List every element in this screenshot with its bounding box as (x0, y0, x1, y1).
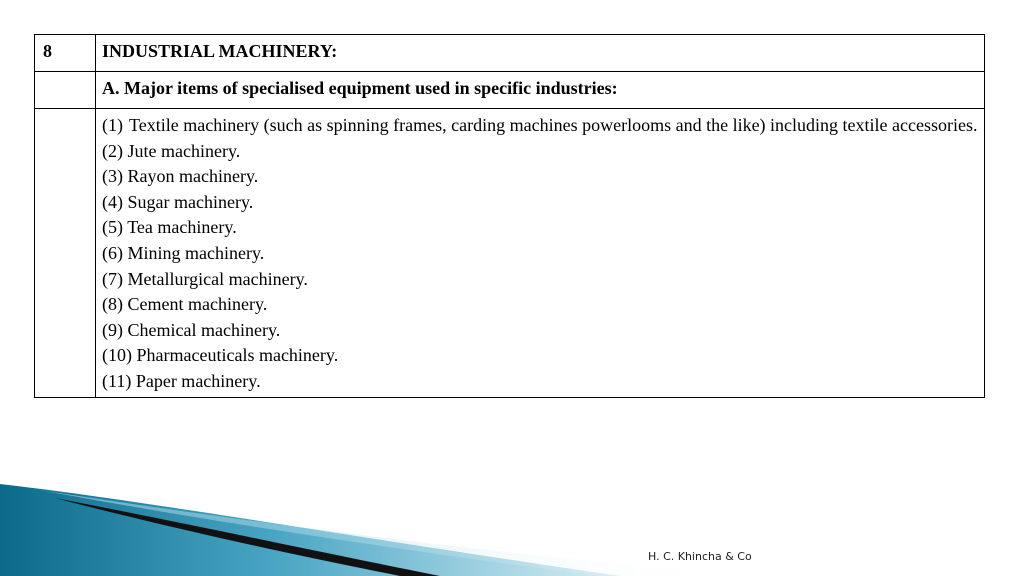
item-text: Rayon machinery. (127, 166, 259, 187)
list-item (102, 215, 978, 241)
empty-cell (35, 72, 96, 109)
list-item (102, 369, 978, 395)
item-text: Tea machinery. (127, 217, 237, 238)
item-number: (4) (102, 191, 123, 212)
item-number: (8) (102, 294, 123, 315)
list-item (102, 292, 978, 318)
item-number: (11) (102, 370, 132, 391)
footer-credit: H. C. Khincha & Co (648, 550, 752, 563)
list-item (102, 190, 978, 216)
subcategory-heading: A. Major items of specialised equipment used in specific industries: (96, 72, 985, 109)
list-item (102, 113, 978, 139)
depreciation-table (34, 34, 985, 398)
item-number: (1) (102, 115, 123, 135)
item-text: Sugar machinery. (127, 191, 254, 212)
item-text: Textile machinery (such as spinning frames, carding machines powerlooms and the like) including textile accessories. (129, 115, 978, 135)
item-number: (10) (102, 345, 132, 366)
item-text: Chemical machinery. (127, 319, 281, 340)
item-text: Mining machinery. (127, 242, 265, 263)
table-row (35, 109, 985, 398)
list-item (102, 267, 978, 293)
table-row (35, 72, 985, 109)
item-text: Pharmaceuticals machinery. (136, 345, 339, 366)
item-number: (7) (102, 268, 123, 289)
item-text: Paper machinery. (135, 370, 261, 391)
item-number: (5) (102, 217, 123, 238)
machinery-list (96, 109, 985, 398)
category-heading: INDUSTRIAL MACHINERY: (96, 35, 985, 72)
item-number: (6) (102, 242, 123, 263)
list-item (102, 164, 978, 190)
item-text: Cement machinery. (127, 294, 268, 315)
item-number: (2) (102, 140, 123, 161)
serial-number-cell: 8 (35, 35, 96, 72)
item-number: (3) (102, 166, 123, 187)
list-item (102, 318, 978, 344)
list-item (102, 139, 978, 165)
empty-cell (35, 109, 96, 398)
list-item (102, 343, 978, 369)
decorative-swoosh (0, 470, 1024, 576)
item-text: Metallurgical machinery. (127, 268, 308, 289)
item-number: (9) (102, 319, 123, 340)
list-item (102, 241, 978, 267)
table-row (35, 35, 985, 72)
item-text: Jute machinery. (127, 140, 241, 161)
